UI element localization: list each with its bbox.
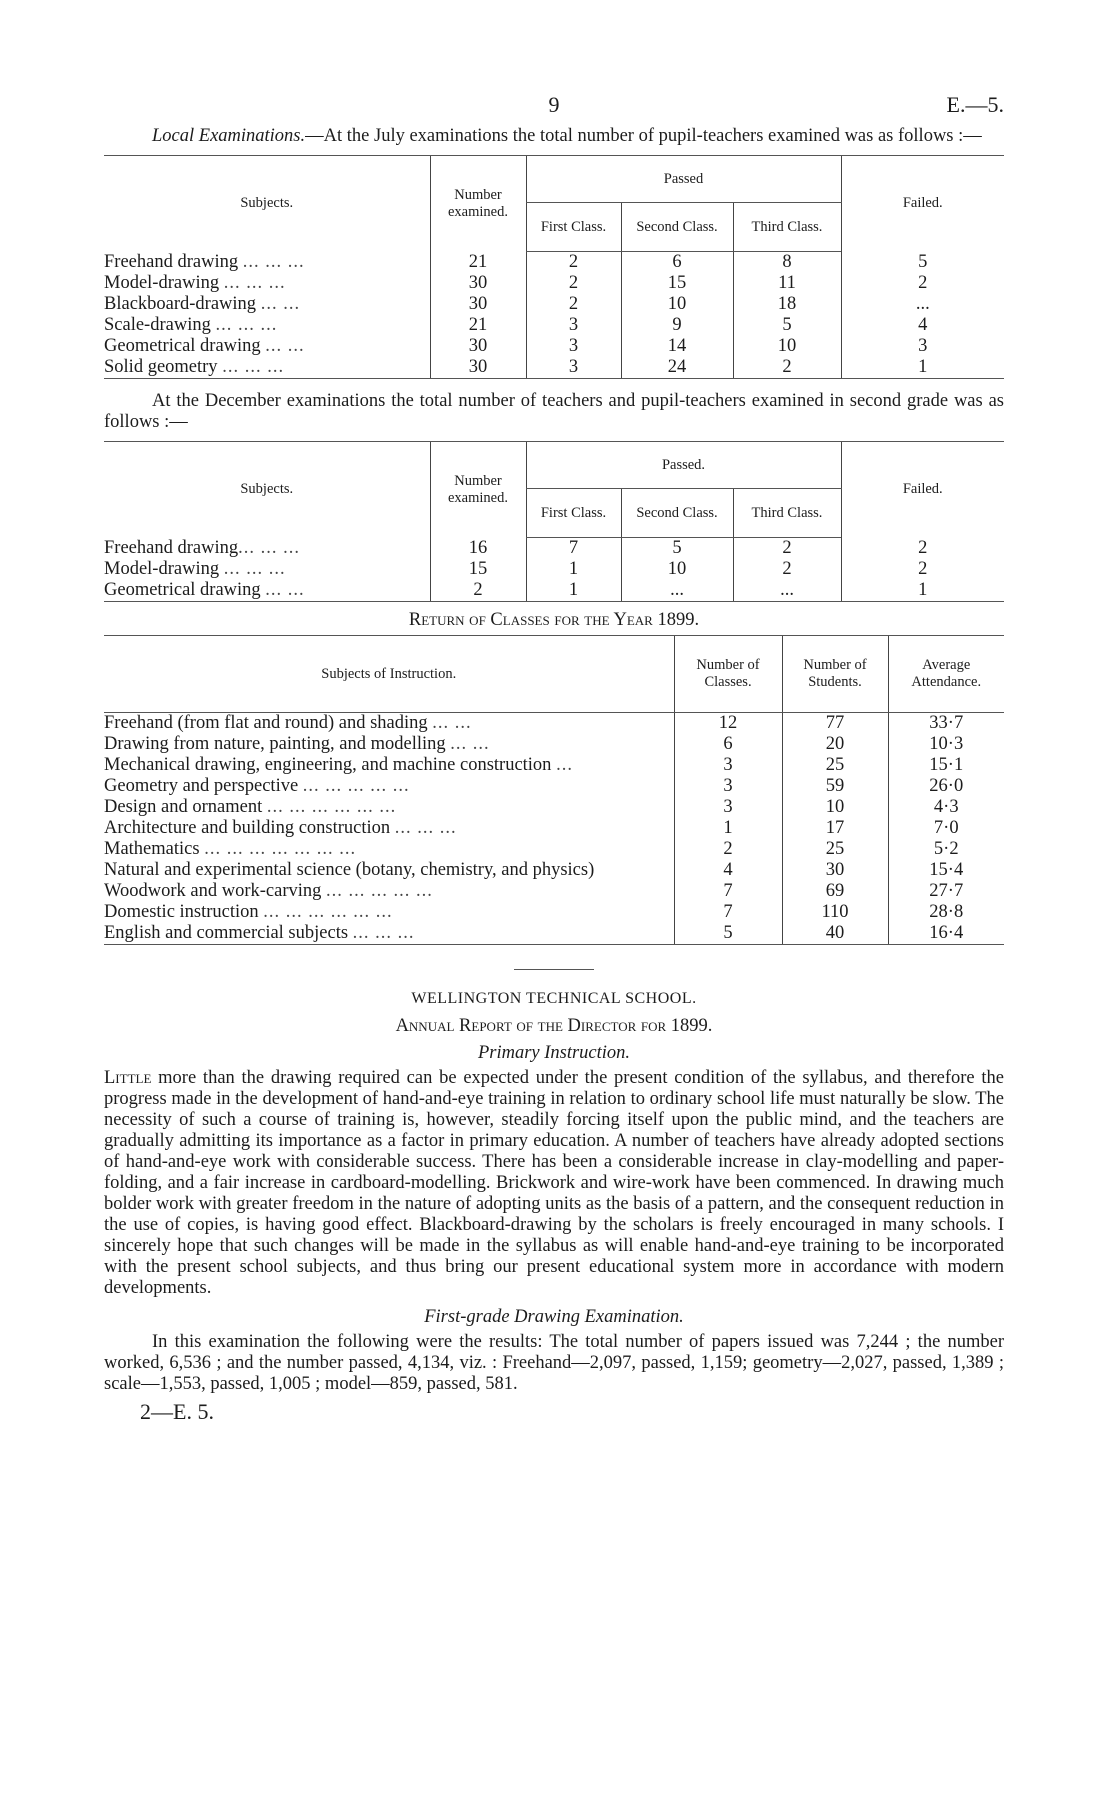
col-number-of-students: Number of Students.: [782, 636, 888, 713]
col-second-class: Second Class.: [621, 489, 733, 538]
col-number-examined: Number examined.: [430, 156, 526, 252]
col-third-class: Third Class.: [733, 489, 841, 538]
table-row: Freehand drawing... ... ... 16 7 5 2 2: [104, 538, 1004, 560]
table-row: Geometrical drawing ... ... 30 3 14 10 3: [104, 336, 1004, 357]
table-row: Freehand (from flat and round) and shading ... ... 12 77 33·7: [104, 713, 1004, 735]
col-second-class: Second Class.: [621, 203, 733, 252]
col-first-class: First Class.: [526, 203, 621, 252]
table-row: Model-drawing ... ... ... 15 1 10 2 2: [104, 559, 1004, 580]
table-row: Solid geometry ... ... ... 30 3 24 2 1: [104, 357, 1004, 379]
first-grade-heading: First-grade Drawing Examination.: [424, 1307, 684, 1327]
return-of-classes-table: [104, 635, 1004, 945]
july-exam-table: [104, 155, 1004, 379]
primary-instruction-text: more than the drawing required can be expected under the present condition of the syllabus, and therefore the progress made in the development of hand-and-eye training in relation to ordinary school life must naturally be slow. The necessity of such a course of training is, however, steadily forcing itself upon the public mind, and the teachers are gradually admitting its importance as a factor in primary education. A number of teachers have already adopted sections of hand-and-eye work with considerable success. There has been a considerable increase in clay-modelling and paper-folding, and a fair increase in cardboard-modelling. Brickwork and wire-work have been commenced. In drawing much bolder work with greater freedom in the nature of adopting units as the basis of a pattern, and the consequent reduction in the use of copies, is having good effect. Blackboard-drawing by the scholars is freely encouraged in many schools. I sincerely hope that such changes will be made in the syllabus as will enable hand-and-eye training to be incorporated with the present school subjects, and thus bring our present educational system more in accordance with modern developments.: [104, 1068, 1004, 1298]
local-exams-text: —At the July examinations the total number of pupil-teachers examined was as follows :—: [305, 126, 982, 146]
table-row: Natural and experimental science (botany, chemistry, and physics) 4 30 15·4: [104, 860, 1004, 881]
table-row: English and commercial subjects ... ... ... 5 40 16·4: [104, 923, 1004, 945]
page-number: 9: [548, 92, 560, 117]
table-row: Mathematics ... ... ... ... ... ... ... 2 25 5·2: [104, 839, 1004, 860]
first-grade-paragraph: In this examination the following were the results: The total number of papers issued was 7,244 ; the number worked, 6,536 ; and the number passed, 4,134, viz. : Freehand—2,097, passed, 1,159; geometry—2,027, passed, 1,389 ; scale—1,553, passed, 1,005 ; model—859, passed, 581.: [104, 1332, 1004, 1394]
table-row: Mechanical drawing, engineering, and machine construction ... 3 25 15·1: [104, 755, 1004, 776]
table-row: Architecture and building construction ... ... ... 1 17 7·0: [104, 818, 1004, 839]
table-row: Freehand drawing ... ... ... 21 2 6 8 5: [104, 252, 1004, 274]
december-exams-intro: At the December examinations the total number of teachers and pupil-teachers examined in second grade was as follows :—: [104, 391, 1004, 432]
school-name: WELLINGTON TECHNICAL SCHOOL.: [411, 990, 697, 1007]
col-failed: Failed.: [841, 156, 1004, 252]
col-number-examined: Number examined.: [430, 442, 526, 538]
col-passed: Passed: [526, 156, 841, 203]
col-passed: Passed.: [526, 442, 841, 489]
table-row: Blackboard-drawing ... ... 30 2 10 18 ...: [104, 294, 1004, 315]
local-exams-label: Local Examinations.: [152, 126, 306, 146]
document-page: [104, 92, 1004, 1425]
section-divider: [514, 969, 594, 970]
col-third-class: Third Class.: [733, 203, 841, 252]
table-row: Domestic instruction ... ... ... ... ... ... 7 110 28·8: [104, 902, 1004, 923]
table-row: Scale-drawing ... ... ... 21 3 9 5 4: [104, 315, 1004, 336]
december-exam-table: [104, 441, 1004, 602]
report-code: E.—5.: [946, 92, 1004, 117]
col-failed: Failed.: [841, 442, 1004, 538]
col-average-attendance: Average Attendance.: [888, 636, 1004, 713]
primary-instruction-heading: Primary Instruction.: [477, 1043, 631, 1063]
col-subjects: Subjects.: [104, 442, 430, 538]
table-row: Geometry and perspective ... ... ... ... ... 3 59 26·0: [104, 776, 1004, 797]
annual-report-title: Annual Report of the Director for 1899.: [395, 1016, 713, 1036]
col-first-class: First Class.: [526, 489, 621, 538]
signature-code: 2—E. 5.: [140, 1399, 214, 1424]
col-number-of-classes: Number of Classes.: [674, 636, 782, 713]
page-header: [104, 92, 1004, 126]
table-row: Woodwork and work-carving ... ... ... ... ... 7 69 27·7: [104, 881, 1004, 902]
col-subjects: Subjects.: [104, 156, 430, 252]
table-row: Drawing from nature, painting, and modelling ... ... 6 20 10·3: [104, 734, 1004, 755]
return-of-classes-title: Return of Classes for the Year 1899.: [408, 610, 700, 630]
table-row: Model-drawing ... ... ... 30 2 15 11 2: [104, 273, 1004, 294]
table-row: Design and ornament ... ... ... ... ... ... 3 10 4·3: [104, 797, 1004, 818]
table-row: Geometrical drawing ... ... 2 1 ... ... 1: [104, 580, 1004, 602]
primary-instruction-paragraph: [104, 1068, 1004, 1299]
primary-first-word: Little: [104, 1068, 152, 1088]
col-subjects-of-instruction: Subjects of Instruction.: [104, 636, 674, 713]
local-exams-intro: [104, 126, 1004, 147]
